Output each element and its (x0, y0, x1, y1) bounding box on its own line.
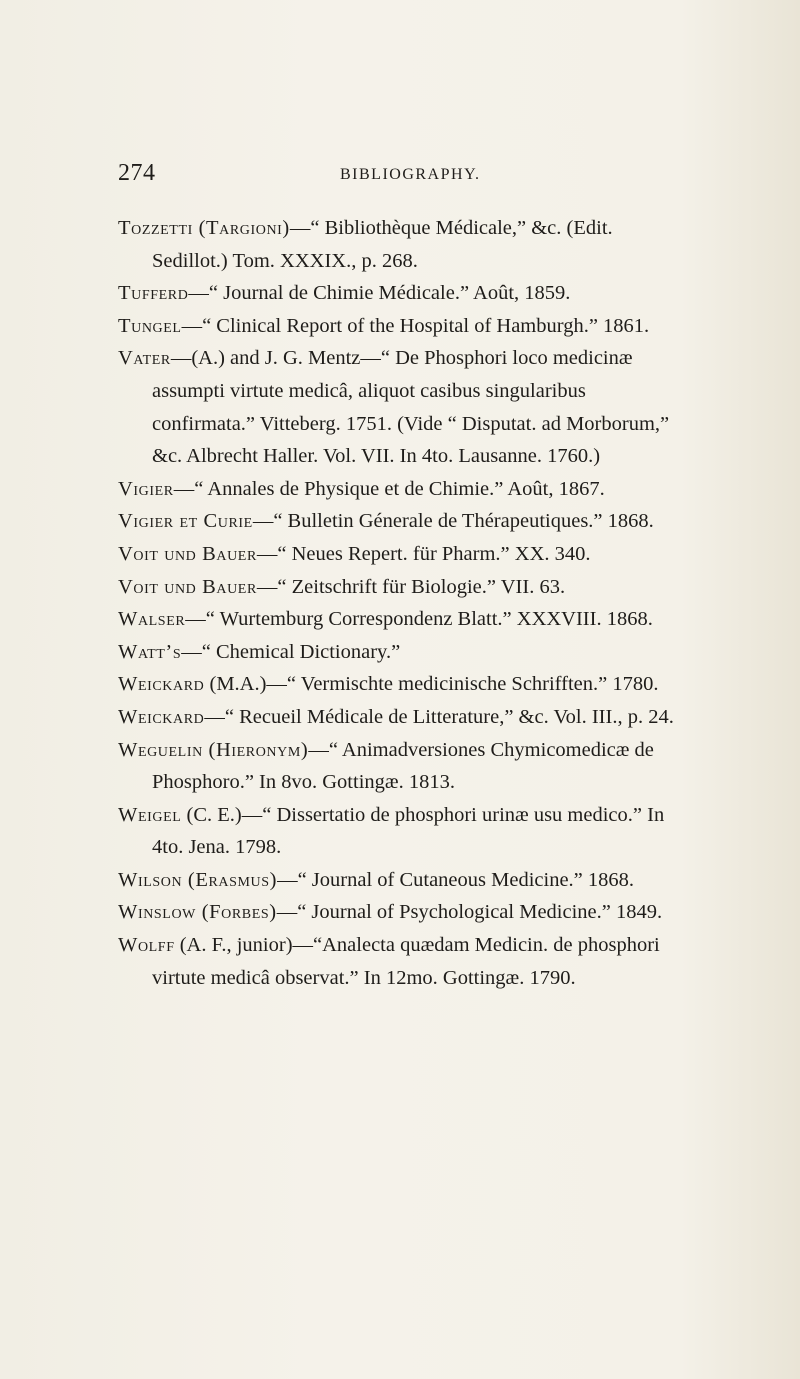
entry-text: —“ Zeitschrift für Biologie.” VII. 63. (256, 575, 566, 598)
entry-author: Vater (118, 347, 171, 370)
entry-author: Watt’s (118, 640, 182, 663)
bibliography-entry (118, 929, 688, 994)
entry-author: Walser (118, 608, 186, 631)
entry-author: Vigier et Curie (118, 510, 253, 533)
entry-text: —“ Neues Repert. für Pharm.” XX. 340. (256, 542, 591, 565)
bibliography-entry (118, 571, 688, 604)
bibliography-list (118, 212, 688, 994)
entry-author: Wolff (118, 934, 175, 957)
bibliography-entry (118, 799, 688, 864)
page-number: 274 (118, 160, 156, 186)
entry-text: —(A.) and J. G. Mentz—“ De Phosphori loco medicinæ assumpti virtute medicâ, aliquot casibus singularibus confirmata.” Vitteberg. 1751. (Vide “ Disputat. ad Morborum,” &c. Albrecht Haller. Vol. VII. In 4to. Lausanne. 1760.) (152, 347, 670, 468)
entry-author: Voit und Bauer (118, 575, 257, 598)
entry-author: Wilson (Erasmus) (118, 868, 278, 891)
entry-author: Vigier (118, 477, 174, 500)
bibliography-entry (118, 896, 688, 929)
bibliography-entry (118, 342, 688, 472)
entry-author: Weickard (118, 673, 205, 696)
entry-author: Tozzetti (Targioni) (118, 217, 290, 239)
bibliography-entry (118, 473, 688, 506)
bibliography-entry (118, 603, 688, 636)
entry-text: —“ Journal of Cutaneous Medicine.” 1868. (277, 868, 635, 891)
entry-author: Weickard (118, 705, 205, 728)
entry-author: Weguelin (Hieronym) (118, 738, 309, 761)
entry-text: —“ Recueil Médicale de Litterature,” &c. Vol. III., p. 24. (204, 705, 674, 728)
entry-author: Tungel (118, 314, 182, 337)
entry-text: —“ Journal of Psychological Medicine.” 1849. (276, 901, 663, 924)
entry-text: —“ Journal de Chimie Médicale.” Août, 1859. (188, 282, 571, 305)
entry-text: —“ Bibliothèque Médicale,” &c. (Edit. Sedillot.) Tom. XXXIX., p. 268. (152, 217, 613, 272)
entry-author: Weigel (118, 803, 182, 826)
entry-text: (M.A.)—“ Vermischte medicinische Schrifften.” 1780. (204, 673, 659, 696)
entry-author: Tufferd (118, 282, 189, 305)
entry-author: Voit und Bauer (118, 542, 257, 565)
entry-author: Winslow (Forbes) (118, 901, 277, 924)
running-head: BIBLIOGRAPHY. (340, 166, 481, 183)
entry-text: —“ Annales de Physique et de Chimie.” Août, 1867. (173, 477, 605, 500)
bibliography-entry (118, 864, 688, 897)
entry-text: (C. E.)—“ Dissertatio de phosphori urinæ usu medico.” In 4to. Jena. 1798. (152, 803, 665, 859)
bibliography-entry (118, 310, 688, 343)
entry-text: —“ Clinical Report of the Hospital of Hamburgh.” 1861. (181, 314, 650, 337)
bibliography-entry (118, 505, 688, 538)
bibliography-entry (118, 636, 688, 669)
page-header (118, 160, 678, 190)
bibliography-entry (118, 701, 688, 734)
entry-text: —“ Bulletin Génerale de Thérapeutiques.” 1868. (252, 510, 654, 533)
bibliography-entry (118, 668, 688, 701)
bibliography-entry (118, 538, 688, 571)
entry-text: —“ Wurtemburg Correspondenz Blatt.” XXXVIII. 1868. (185, 608, 653, 631)
entry-text: —“ Chemical Dictionary.” (181, 640, 401, 663)
bibliography-entry (118, 212, 688, 277)
bibliography-entry (118, 277, 688, 310)
entry-text: —“ Animadversiones Chymicomedicæ de Phosphoro.” In 8vo. Gottingæ. 1813. (152, 738, 654, 794)
entry-text: (A. F., junior)—“Analecta quædam Medicin. de phosphori virtute medicâ observat.” In 12mo. Gottingæ. 1790. (152, 934, 660, 989)
bibliography-entry (118, 734, 688, 799)
